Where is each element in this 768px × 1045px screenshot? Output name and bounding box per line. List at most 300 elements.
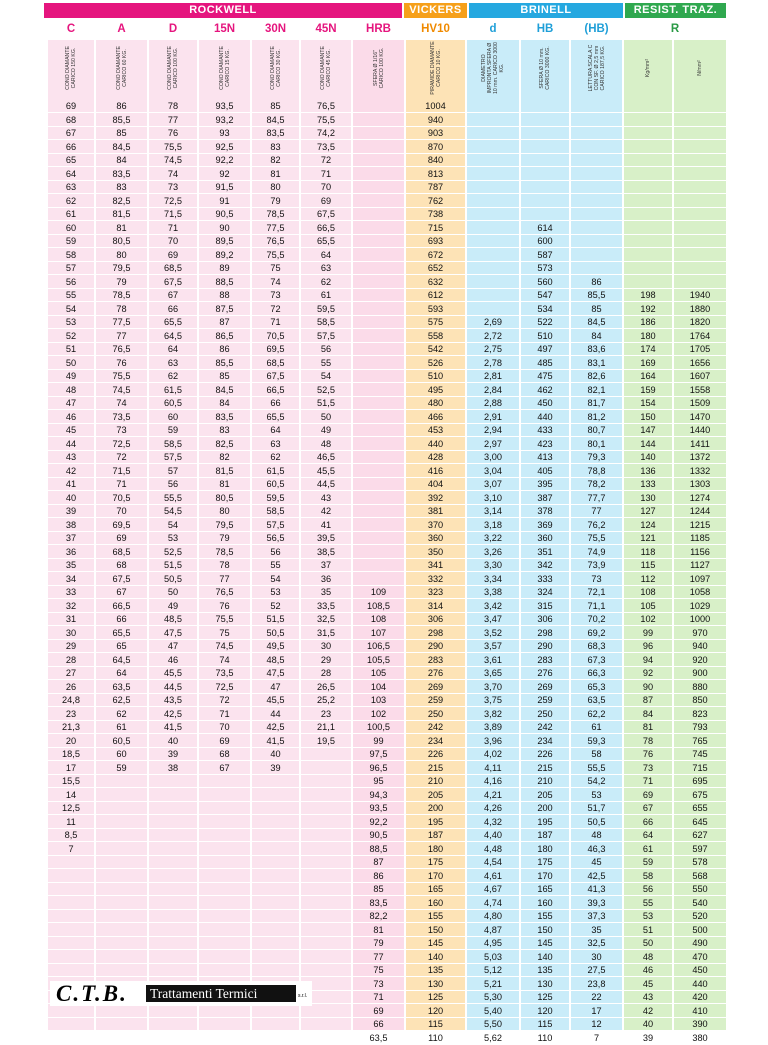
table-cell: 42,5: [149, 708, 197, 722]
column-description-text: Kg/mm²: [645, 41, 651, 95]
table-cell: 813: [406, 168, 465, 182]
table-row: [0, 816, 768, 830]
table-cell: [353, 100, 404, 114]
table-cell: [149, 829, 197, 843]
column-description-text: SFERA Ø 1/16" CARICO 100 KG.: [373, 41, 385, 95]
table-cell: 174: [624, 343, 672, 357]
table-cell: 69,5: [96, 519, 147, 533]
table-cell: 675: [674, 789, 726, 803]
table-cell: 74,5: [149, 154, 197, 168]
table-cell: 79,5: [199, 519, 250, 533]
table-cell: 61: [301, 289, 351, 303]
table-cell: 78: [149, 100, 197, 114]
table-cell: [48, 1005, 94, 1019]
table-cell: 92,2: [353, 816, 404, 830]
table-cell: 56,5: [252, 532, 299, 546]
table-cell: 5,62: [467, 1032, 519, 1045]
table-cell: 61: [48, 208, 94, 222]
column-description: [467, 40, 519, 96]
table-cell: [199, 937, 250, 951]
table-cell: 612: [406, 289, 465, 303]
table-cell: 765: [674, 735, 726, 749]
table-row: [0, 289, 768, 303]
table-cell: 75,5: [199, 613, 250, 627]
table-cell: 11: [48, 816, 94, 830]
table-cell: [199, 1005, 250, 1019]
table-cell: 8,5: [48, 829, 94, 843]
table-cell: 433: [521, 424, 569, 438]
table-cell: [571, 181, 622, 195]
table-cell: [353, 330, 404, 344]
table-cell: 51,5: [252, 613, 299, 627]
table-cell: 787: [406, 181, 465, 195]
table-cell: [674, 181, 726, 195]
table-cell: 332: [406, 573, 465, 587]
table-cell: 200: [521, 802, 569, 816]
table-cell: [521, 100, 569, 114]
table-row: [0, 235, 768, 249]
table-cell: 52: [252, 600, 299, 614]
table-cell: 147: [624, 424, 672, 438]
table-cell: [624, 127, 672, 141]
table-cell: 652: [406, 262, 465, 276]
table-cell: 3,00: [467, 451, 519, 465]
table-cell: 404: [406, 478, 465, 492]
table-cell: 39,5: [301, 532, 351, 546]
column-description-text: PIRAMIDE DIAMANTE CARICO 10 KG.: [430, 41, 442, 95]
table-cell: 125: [406, 991, 465, 1005]
table-cell: 51: [48, 343, 94, 357]
table-cell: 34: [48, 573, 94, 587]
table-cell: [301, 951, 351, 965]
table-cell: 542: [406, 343, 465, 357]
table-cell: 1185: [674, 532, 726, 546]
table-row: [0, 897, 768, 911]
table-cell: 110: [406, 1032, 465, 1045]
table-cell: 3,04: [467, 465, 519, 479]
table-cell: 69: [96, 532, 147, 546]
table-cell: [301, 924, 351, 938]
table-cell: 59: [96, 762, 147, 776]
table-cell: 26,5: [301, 681, 351, 695]
table-cell: 103: [353, 694, 404, 708]
table-cell: 84,5: [252, 114, 299, 128]
table-cell: 1705: [674, 343, 726, 357]
table-cell: 36: [48, 546, 94, 560]
table-cell: [96, 951, 147, 965]
table-cell: [252, 829, 299, 843]
column-description: [301, 40, 351, 96]
table-cell: 73,5: [301, 141, 351, 155]
table-cell: 64,5: [149, 330, 197, 344]
table-cell: 66,3: [571, 667, 622, 681]
table-cell: 69,2: [571, 627, 622, 641]
table-cell: 4,26: [467, 802, 519, 816]
table-cell: 420: [674, 991, 726, 1005]
table-cell: 26: [48, 681, 94, 695]
table-cell: 109: [353, 586, 404, 600]
table-cell: [199, 1018, 250, 1032]
table-cell: 1558: [674, 384, 726, 398]
table-cell: 75,5: [96, 370, 147, 384]
table-cell: 47,5: [252, 667, 299, 681]
table-row: [0, 384, 768, 398]
table-cell: 93,5: [353, 802, 404, 816]
table-cell: 745: [674, 748, 726, 762]
table-cell: [48, 1018, 94, 1032]
table-cell: [353, 195, 404, 209]
table-row: [0, 883, 768, 897]
table-cell: 170: [406, 870, 465, 884]
table-cell: 192: [624, 303, 672, 317]
table-row: [0, 694, 768, 708]
table-cell: 80,5: [199, 492, 250, 506]
table-cell: 880: [674, 681, 726, 695]
table-cell: [624, 100, 672, 114]
table-cell: 840: [406, 154, 465, 168]
table-cell: [624, 154, 672, 168]
table-cell: 85: [571, 303, 622, 317]
table-cell: [149, 924, 197, 938]
table-cell: 135: [521, 964, 569, 978]
table-cell: 55,5: [571, 762, 622, 776]
table-cell: 738: [406, 208, 465, 222]
table-cell: 290: [521, 640, 569, 654]
table-cell: 5,03: [467, 951, 519, 965]
table-cell: 672: [406, 249, 465, 263]
table-cell: 82,5: [96, 195, 147, 209]
table-cell: 46: [624, 964, 672, 978]
table-cell: 110: [521, 1032, 569, 1045]
table-cell: [48, 870, 94, 884]
table-cell: 169: [624, 357, 672, 371]
table-cell: 38: [149, 762, 197, 776]
table-cell: 74,5: [199, 640, 250, 654]
table-cell: 550: [674, 883, 726, 897]
table-cell: 428: [406, 451, 465, 465]
table-cell: 77: [96, 330, 147, 344]
table-cell: 380: [674, 1032, 726, 1045]
table-cell: 51,7: [571, 802, 622, 816]
table-cell: 66: [48, 141, 94, 155]
table-row: [0, 600, 768, 614]
column-description-text: N/mm²: [697, 41, 703, 95]
table-cell: 715: [406, 222, 465, 236]
table-cell: 180: [624, 330, 672, 344]
column-description: [48, 40, 94, 96]
table-cell: 4,02: [467, 748, 519, 762]
table-cell: [353, 519, 404, 533]
table-cell: 2,75: [467, 343, 519, 357]
table-cell: 44,5: [301, 478, 351, 492]
table-cell: [624, 168, 672, 182]
table-cell: 74: [149, 168, 197, 182]
table-cell: 63,5: [353, 1032, 404, 1045]
table-cell: [252, 924, 299, 938]
table-cell: 96: [624, 640, 672, 654]
table-cell: 118: [624, 546, 672, 560]
table-row: [0, 154, 768, 168]
table-cell: [674, 168, 726, 182]
table-cell: 29: [301, 654, 351, 668]
table-cell: 3,75: [467, 694, 519, 708]
table-cell: 3,65: [467, 667, 519, 681]
table-cell: 74,5: [96, 384, 147, 398]
table-cell: 76: [149, 127, 197, 141]
table-cell: [149, 789, 197, 803]
table-cell: 405: [521, 465, 569, 479]
table-cell: 61,5: [149, 384, 197, 398]
table-cell: 19,5: [301, 735, 351, 749]
table-cell: [252, 816, 299, 830]
table-cell: [353, 573, 404, 587]
table-cell: 61: [571, 721, 622, 735]
table-cell: 67: [624, 802, 672, 816]
table-cell: 71: [353, 991, 404, 1005]
table-cell: 70: [301, 181, 351, 195]
table-cell: [96, 964, 147, 978]
table-cell: 89,5: [199, 235, 250, 249]
table-cell: 61: [96, 721, 147, 735]
table-cell: [301, 910, 351, 924]
table-cell: 71,5: [149, 208, 197, 222]
table-cell: [521, 141, 569, 155]
table-cell: 63: [301, 262, 351, 276]
table-cell: 793: [674, 721, 726, 735]
table-cell: 298: [521, 627, 569, 641]
table-cell: 73,5: [96, 411, 147, 425]
column-description-text: SFERA Ø 10 mm. CARICO 3000 KG.: [539, 41, 551, 95]
table-cell: 1470: [674, 411, 726, 425]
table-cell: 59,3: [571, 735, 622, 749]
table-cell: 17: [48, 762, 94, 776]
table-cell: 450: [521, 397, 569, 411]
table-cell: 63: [252, 438, 299, 452]
table-cell: 466: [406, 411, 465, 425]
table-cell: 85,5: [571, 289, 622, 303]
table-cell: 21,3: [48, 721, 94, 735]
table-row: [0, 330, 768, 344]
table-cell: 105: [624, 600, 672, 614]
table-cell: 160: [406, 897, 465, 911]
table-cell: 60: [96, 748, 147, 762]
table-cell: 695: [674, 775, 726, 789]
table-cell: 1940: [674, 289, 726, 303]
table-row: [0, 1005, 768, 1019]
table-cell: [353, 154, 404, 168]
table-cell: [353, 114, 404, 128]
table-cell: 82,6: [571, 370, 622, 384]
table-cell: 77: [353, 951, 404, 965]
table-cell: 38,5: [301, 546, 351, 560]
table-cell: [467, 289, 519, 303]
table-cell: 120: [521, 1005, 569, 1019]
table-cell: 82,1: [571, 384, 622, 398]
table-cell: 23: [301, 708, 351, 722]
table-row: [0, 789, 768, 803]
table-cell: 89: [199, 262, 250, 276]
table-cell: 50,5: [252, 627, 299, 641]
table-cell: 3,89: [467, 721, 519, 735]
table-cell: 83,5: [199, 411, 250, 425]
table-cell: 2,91: [467, 411, 519, 425]
table-cell: 4,48: [467, 843, 519, 857]
table-cell: 52,5: [301, 384, 351, 398]
table-cell: 77: [149, 114, 197, 128]
table-cell: [301, 843, 351, 857]
column-header: HB: [521, 21, 569, 37]
table-cell: 75: [252, 262, 299, 276]
table-cell: 144: [624, 438, 672, 452]
table-cell: [96, 883, 147, 897]
table-cell: [353, 343, 404, 357]
table-cell: [467, 208, 519, 222]
table-cell: 85: [199, 370, 250, 384]
table-cell: 2,81: [467, 370, 519, 384]
table-cell: [252, 843, 299, 857]
table-cell: 3,26: [467, 546, 519, 560]
table-cell: 3,10: [467, 492, 519, 506]
table-cell: 522: [521, 316, 569, 330]
column-header: A: [96, 21, 147, 37]
table-cell: 71,1: [571, 600, 622, 614]
table-cell: 54: [149, 519, 197, 533]
table-cell: 86: [571, 276, 622, 290]
table-cell: 71: [149, 222, 197, 236]
table-cell: 534: [521, 303, 569, 317]
table-cell: 81: [96, 222, 147, 236]
table-row: [0, 640, 768, 654]
table-cell: 41: [48, 478, 94, 492]
table-cell: 1215: [674, 519, 726, 533]
table-cell: 135: [406, 964, 465, 978]
table-cell: 72: [301, 154, 351, 168]
table-cell: 54: [48, 303, 94, 317]
table-cell: 85,5: [96, 114, 147, 128]
table-cell: 370: [406, 519, 465, 533]
table-cell: 2,69: [467, 316, 519, 330]
table-cell: [353, 181, 404, 195]
table-cell: [96, 829, 147, 843]
table-cell: 57,5: [252, 519, 299, 533]
table-cell: 82: [252, 154, 299, 168]
table-cell: 65,5: [301, 235, 351, 249]
table-cell: 92,2: [199, 154, 250, 168]
table-cell: [301, 775, 351, 789]
table-cell: 47,5: [149, 627, 197, 641]
table-cell: 68,5: [149, 262, 197, 276]
table-cell: [199, 1032, 250, 1045]
table-cell: 58: [624, 870, 672, 884]
table-cell: [353, 559, 404, 573]
table-cell: 175: [521, 856, 569, 870]
table-cell: 45,5: [252, 694, 299, 708]
table-cell: 900: [674, 667, 726, 681]
table-cell: 78,5: [252, 208, 299, 222]
table-cell: 50: [301, 411, 351, 425]
table-cell: 360: [521, 532, 569, 546]
table-row: [0, 519, 768, 533]
table-cell: 115: [624, 559, 672, 573]
table-cell: 29: [48, 640, 94, 654]
table-cell: 39,3: [571, 897, 622, 911]
table-cell: [571, 168, 622, 182]
table-cell: 1244: [674, 505, 726, 519]
table-cell: 210: [521, 775, 569, 789]
table-cell: 91,5: [199, 181, 250, 195]
table-cell: 4,32: [467, 816, 519, 830]
table-cell: 121: [624, 532, 672, 546]
table-cell: 5,30: [467, 991, 519, 1005]
table-cell: 59,5: [252, 492, 299, 506]
table-cell: [571, 141, 622, 155]
table-cell: [353, 492, 404, 506]
table-cell: 70: [149, 235, 197, 249]
table-cell: 68,5: [252, 357, 299, 371]
table-cell: 1764: [674, 330, 726, 344]
table-cell: 66: [353, 1018, 404, 1032]
table-cell: 44: [252, 708, 299, 722]
table-cell: 160: [521, 897, 569, 911]
table-cell: [674, 195, 726, 209]
table-cell: 62: [48, 195, 94, 209]
table-cell: 84: [571, 330, 622, 344]
table-cell: [353, 370, 404, 384]
table-cell: 59: [149, 424, 197, 438]
table-cell: [674, 127, 726, 141]
column-description-text: CONO DIAMANTE CARICO 45 KG.: [320, 41, 332, 95]
column-description: [353, 40, 404, 96]
table-cell: 205: [406, 789, 465, 803]
table-cell: 54: [301, 370, 351, 384]
table-cell: 45: [624, 978, 672, 992]
table-row: [0, 1032, 768, 1045]
table-cell: 79: [252, 195, 299, 209]
column-description-text: CONO DIAMANTE CARICO 150 KG.: [65, 41, 77, 95]
table-cell: 306: [521, 613, 569, 627]
table-cell: 62,2: [571, 708, 622, 722]
table-cell: 67,5: [301, 208, 351, 222]
table-row: [0, 721, 768, 735]
table-row: [0, 532, 768, 546]
table-cell: 78,5: [199, 546, 250, 560]
table-cell: 450: [674, 964, 726, 978]
table-row: [0, 505, 768, 519]
table-cell: 1029: [674, 600, 726, 614]
table-cell: 130: [521, 978, 569, 992]
table-cell: 130: [624, 492, 672, 506]
table-cell: 37: [301, 559, 351, 573]
table-cell: 180: [521, 843, 569, 857]
table-cell: 342: [521, 559, 569, 573]
table-cell: [96, 789, 147, 803]
table-cell: 68,3: [571, 640, 622, 654]
table-cell: 200: [406, 802, 465, 816]
table-cell: 3,34: [467, 573, 519, 587]
table-cell: [674, 262, 726, 276]
table-cell: 86: [199, 343, 250, 357]
table-cell: 1156: [674, 546, 726, 560]
table-cell: 1274: [674, 492, 726, 506]
table-cell: 84: [624, 708, 672, 722]
table-cell: 71: [624, 775, 672, 789]
table-cell: 23,8: [571, 978, 622, 992]
table-cell: 50: [149, 586, 197, 600]
table-cell: 64,5: [96, 654, 147, 668]
table-cell: 33: [48, 586, 94, 600]
table-cell: 43: [624, 991, 672, 1005]
table-cell: 93,5: [199, 100, 250, 114]
